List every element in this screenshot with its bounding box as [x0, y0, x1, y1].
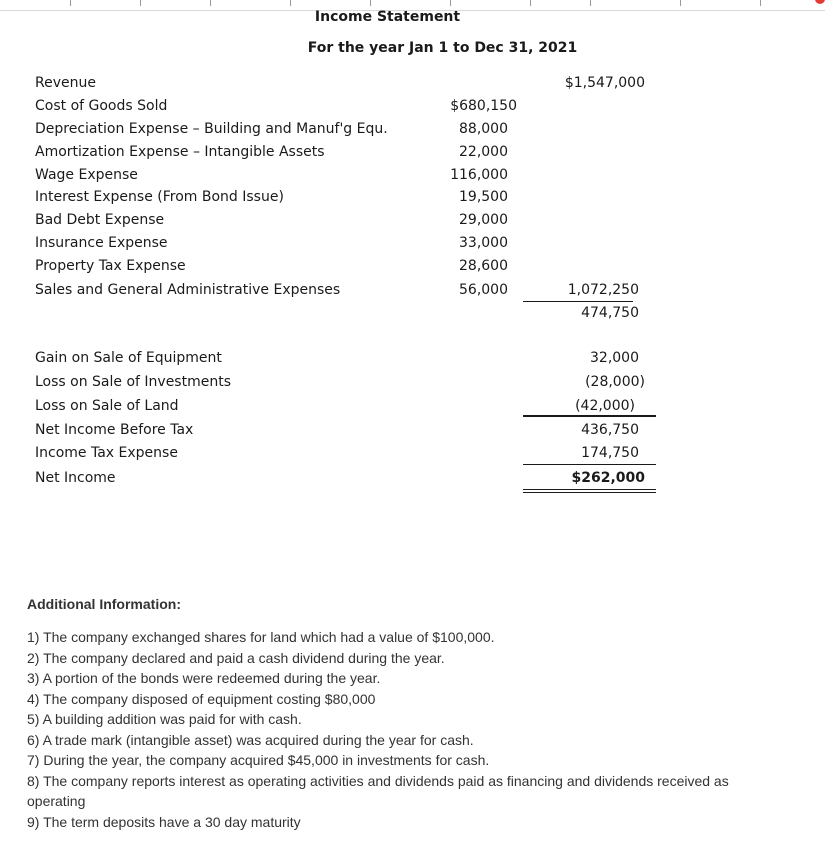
additional-notes [27, 627, 787, 832]
additional-heading: Additional Information: [27, 596, 181, 612]
note-item: 2) The company declared and paid a cash dividend during the year. [27, 649, 445, 666]
expense-row [0, 212, 825, 232]
expense-label: Insurance Expense [35, 235, 168, 251]
note-item: 6) A trade mark (intangible asset) was acquired during the year for cash. [27, 731, 474, 748]
expense-amount: 22,000 [459, 144, 508, 160]
expense-amount: 33,000 [459, 235, 508, 251]
ruler-tick [450, 0, 451, 6]
expense-row [0, 121, 825, 141]
expense-row [0, 258, 825, 278]
other-label: Net Income [35, 470, 116, 486]
total-underline [523, 301, 633, 302]
expense-amount: 19,500 [459, 189, 508, 205]
expense-amount: 88,000 [459, 121, 508, 137]
subtotal-underline [523, 415, 656, 417]
other-amount: 174,750 [581, 445, 639, 461]
other-label: Loss on Sale of Land [35, 398, 179, 414]
expense-row [0, 189, 825, 209]
operating-income: 474,750 [581, 305, 639, 321]
note-item: 8) The company reports interest as operating activities and dividends paid as financing and dividends received as operating [27, 772, 729, 809]
expense-label: Depreciation Expense – Building and Manuf'g Equ. [35, 121, 388, 137]
statement-period: For the year Jan 1 to Dec 31, 2021 [307, 40, 578, 56]
expense-row [0, 98, 825, 118]
expense-label: Cost of Goods Sold [35, 98, 168, 114]
expense-amount: 29,000 [459, 212, 508, 228]
note-item: 5) A building addition was paid for with cash. [27, 711, 302, 727]
total-expenses: 1,072,250 [567, 282, 639, 298]
operating-income-row [0, 305, 825, 325]
ruler-tick [680, 0, 681, 6]
expense-label: Sales and General Administrative Expenses [35, 282, 341, 298]
other-label: Loss on Sale of Investments [35, 374, 231, 390]
statement-title: Income Statement [314, 9, 461, 25]
other-amount: 436,750 [581, 422, 639, 438]
expense-label: Bad Debt Expense [35, 212, 165, 228]
revenue-total: $1,547,000 [564, 75, 645, 91]
expense-amount: $680,150 [450, 98, 517, 114]
other-row [0, 398, 825, 418]
revenue-row [0, 75, 825, 95]
expense-label: Amortization Expense – Intangible Assets [35, 144, 325, 160]
expense-row [0, 144, 825, 164]
ruler-tick [290, 0, 291, 6]
note-item: 9) The term deposits have a 30 day maturity [27, 813, 301, 830]
note-item: 3) A portion of the bonds were redeemed during the year. [27, 670, 381, 686]
other-amount: (42,000) [575, 398, 635, 414]
net-income-row [0, 470, 825, 490]
expense-label: Property Tax Expense [35, 258, 186, 274]
net-income-amount: $262,000 [571, 470, 645, 486]
other-amount: (28,000) [585, 374, 645, 390]
expense-amount: 28,600 [459, 258, 508, 274]
corner-badge-icon [815, 0, 825, 4]
other-label: Income Tax Expense [35, 445, 178, 461]
tax-underline [523, 464, 656, 465]
expense-amount: 116,000 [450, 167, 508, 183]
ruler-tick [530, 0, 531, 6]
ruler-tick [70, 0, 71, 6]
double-underline-bottom [523, 492, 656, 493]
other-row [0, 445, 825, 465]
other-amount: 32,000 [590, 350, 639, 366]
expense-amount: 56,000 [459, 282, 508, 298]
double-underline-top [523, 489, 656, 490]
expense-label: Interest Expense (From Bond Issue) [35, 189, 284, 205]
other-row [0, 422, 825, 442]
ruler-tick [370, 0, 371, 6]
ruler-tick [760, 0, 761, 6]
revenue-label: Revenue [35, 75, 96, 91]
expense-row [0, 235, 825, 255]
expense-row [0, 167, 825, 187]
ruler-tick [210, 0, 211, 6]
note-item: 4) The company disposed of equipment costing $80,000 [27, 690, 376, 707]
expense-row [0, 282, 825, 302]
expense-label: Wage Expense [35, 167, 138, 183]
note-item: 7) During the year, the company acquired $45,000 in investments for cash. [27, 752, 490, 768]
other-row [0, 374, 825, 394]
ruler-tick [590, 0, 591, 6]
other-label: Gain on Sale of Equipment [35, 350, 222, 366]
note-item: 1) The company exchanged shares for land which had a value of $100,000. [27, 629, 495, 645]
other-label: Net Income Before Tax [35, 422, 194, 438]
ruler-tick [140, 0, 141, 6]
other-row [0, 350, 825, 370]
